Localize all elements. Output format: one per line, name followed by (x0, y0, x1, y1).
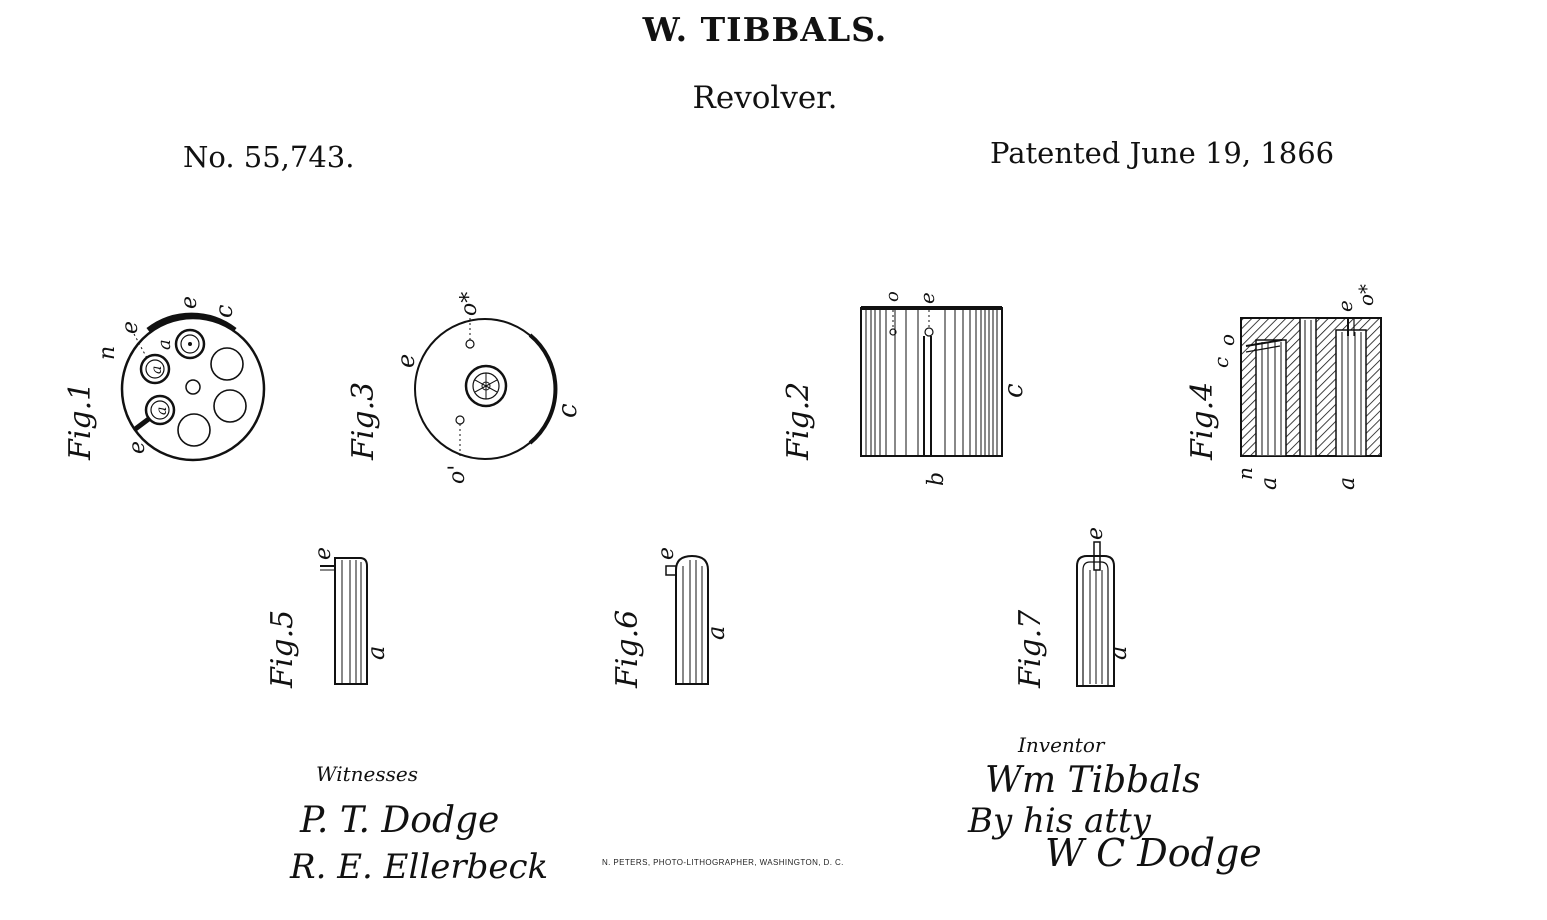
figure-1-letter: a (154, 406, 170, 415)
figure-4-label: Fig.4 (1185, 381, 1220, 460)
inventor-block (967, 733, 1262, 875)
figure-4-letter: a (1335, 476, 1360, 490)
figure-4-letter: c (1209, 356, 1233, 368)
lithographer-credit: N. PETERS, PHOTO-LITHOGRAPHER, WASHINGTON, D. C. (602, 858, 844, 867)
attorney-line: By his atty (968, 801, 1151, 841)
figure-7-label: Fig.7 (1013, 609, 1048, 688)
figure-6-letter: a (702, 625, 730, 640)
figure-4-letter: a (1257, 476, 1282, 490)
figure-2-letter: o (882, 291, 903, 302)
figure-1-letter: e (125, 440, 150, 454)
figure-6-letter: e (654, 546, 679, 560)
patent-title: W. TIBBALS. (642, 10, 888, 49)
figure-2-letter: e (915, 292, 939, 304)
figure-3-letter: e (392, 353, 420, 368)
figure-7 (1013, 527, 1132, 689)
figure-4-letter: e (1333, 300, 1357, 312)
figure-1-letter: a (154, 339, 175, 350)
patent-subtitle: Revolver. (692, 80, 838, 116)
figure-2-letter: c (999, 383, 1029, 398)
figure-2-letter: b (924, 471, 949, 486)
witness-signature: P. T. Dodge (300, 800, 500, 841)
figure-1-letter: a (149, 365, 165, 374)
figure-1 (63, 296, 264, 461)
figure-3-letter: c (553, 403, 583, 418)
figure-4-letter: o* (1354, 283, 1378, 306)
figure-5-letter: e (311, 546, 336, 560)
patent-date: Patented June 19, 1866 (990, 136, 1335, 170)
figure-1-letter: e (118, 320, 143, 334)
figure-1-letter: c (210, 304, 238, 318)
witnesses-heading: Witnesses (316, 762, 418, 786)
figure-1-label: Fig.1 (63, 381, 98, 460)
figure-7-letter: e (1083, 526, 1108, 540)
figure-3-label: Fig.3 (346, 381, 381, 460)
figure-2 (781, 291, 1029, 486)
attorney-signature: W C Dodge (1045, 831, 1262, 875)
figure-5-letter: a (362, 645, 390, 660)
figure-3-letter: o' (445, 464, 470, 484)
figure-6 (610, 547, 730, 689)
figure-6-label: Fig.6 (610, 609, 645, 688)
figure-4 (1185, 284, 1381, 490)
inventor-heading: Inventor (1018, 733, 1105, 757)
patent-number: No. 55,743. (183, 140, 355, 174)
figure-4-letter: n (1233, 467, 1257, 480)
figure-5 (265, 547, 390, 689)
figure-5-label: Fig.5 (265, 609, 300, 688)
figure-4-letter: o (1215, 333, 1239, 346)
figure-3-letter: o* (457, 291, 482, 316)
witness-signature: R. E. Ellerbeck (290, 847, 549, 887)
inventor-signature: Wm Tibbals (985, 760, 1201, 801)
figure-2-label: Fig.2 (781, 381, 816, 460)
figure-1-letter: e (177, 295, 202, 309)
figure-1-letter: n (95, 345, 120, 360)
figure-3 (346, 292, 583, 484)
figure-7-letter: a (1104, 645, 1132, 660)
witnesses-block (289, 762, 548, 887)
